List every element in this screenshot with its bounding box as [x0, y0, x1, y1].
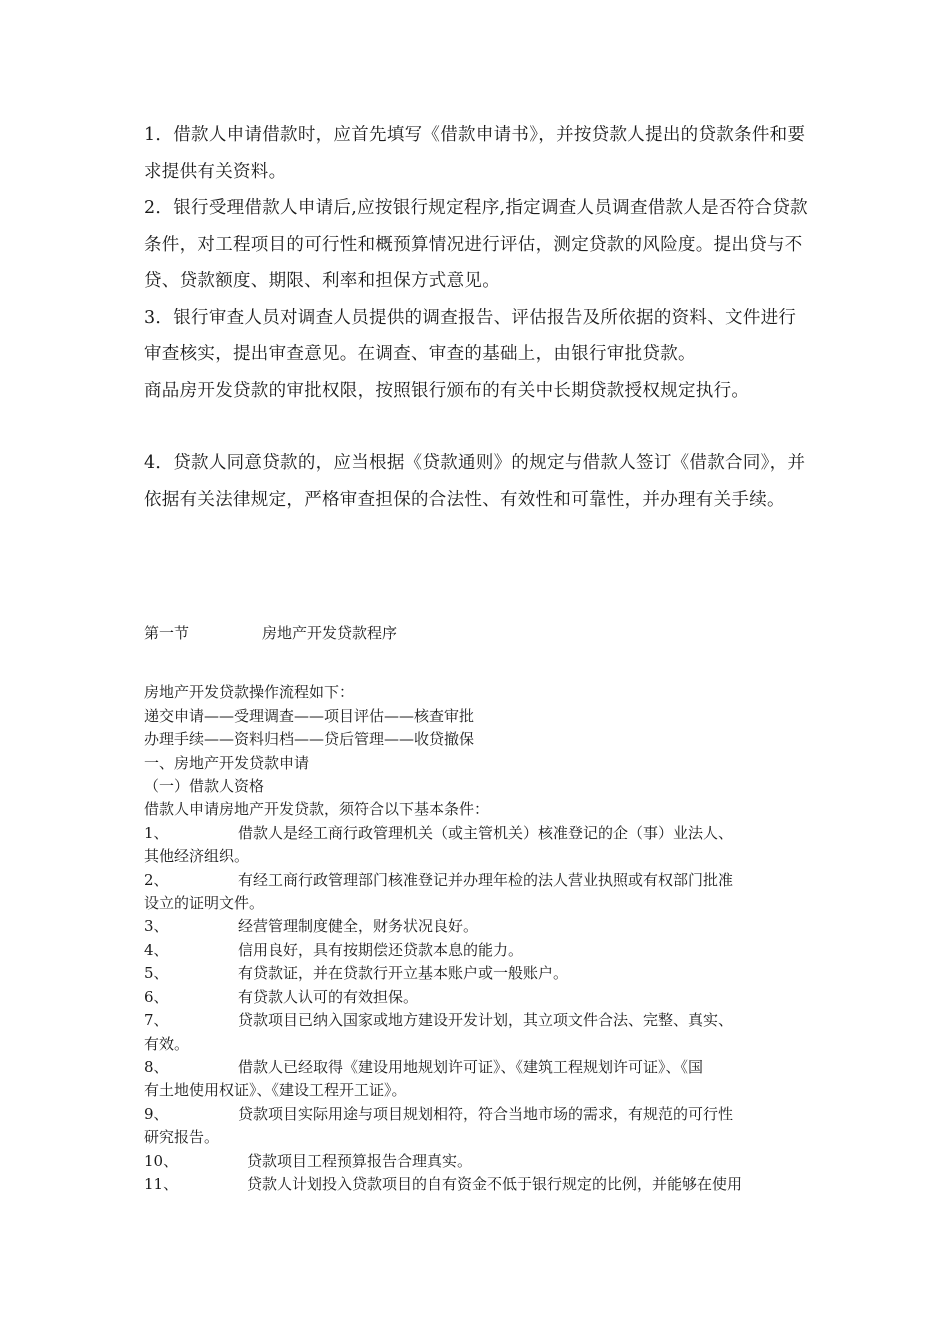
item-number: 6、 — [144, 987, 169, 1006]
item-number: 3、 — [144, 917, 169, 936]
item-number: 7、 — [144, 1011, 169, 1030]
section-title: 房地产开发贷款程序 — [262, 624, 398, 642]
item-number: 11、 — [144, 1174, 179, 1193]
list-item — [144, 915, 808, 938]
list-item — [144, 869, 808, 916]
item-number: 10、 — [144, 1151, 179, 1170]
subheading-application: 一、房地产开发贷款申请 — [144, 753, 310, 772]
flow-intro: 房地产开发贷款操作流程如下： — [144, 683, 355, 702]
list-item — [144, 962, 808, 985]
item-number: 5、 — [144, 964, 169, 983]
item-text: 借款人是经工商行政管理机关（或主管机关）核准登记的企（事）业法人、 — [238, 823, 734, 842]
subheading-qualification: （一）借款人资格 — [144, 777, 265, 796]
item-continuation: 有效。 — [144, 1034, 190, 1053]
item-text: 有贷款人认可的有效担保。 — [238, 987, 419, 1006]
item-text: 有经工商行政管理部门核准登记并办理年检的法人营业执照或有权部门批准 — [238, 870, 734, 889]
list-item — [144, 1173, 808, 1196]
section-number: 第一节 — [144, 624, 190, 642]
paragraph-4: 4．贷款人同意贷款的，应当根据《贷款通则》的规定与借款人签订《借款合同》，并依据有关法律规定，严格审查担保的合法性、有效性和可靠性，并办理有关手续。 — [144, 453, 806, 510]
list-item — [144, 822, 808, 869]
conditions-list — [144, 822, 808, 1197]
list-item — [144, 986, 808, 1009]
paragraph-2: 2．银行受理借款人申请后,应按银行规定程序,指定调查人员调查借款人是否符合贷款条件，对工程项目的可行性和概预算情况进行评估，测定贷款的风险度。提出贷与不贷、贷款额度、期限、利率和担保方式意见。 — [144, 198, 808, 291]
section-body — [144, 622, 808, 1196]
intro-section — [144, 117, 808, 518]
list-item — [144, 939, 808, 962]
item-continuation: 设立的证明文件。 — [144, 894, 265, 913]
item-text: 经营管理制度健全，财务状况良好。 — [238, 917, 479, 936]
list-item — [144, 1009, 808, 1056]
paragraph-approval: 商品房开发贷款的审批权限，按照银行颁布的有关中长期贷款授权规定执行。 — [144, 380, 750, 401]
item-continuation: 研究报告。 — [144, 1128, 220, 1147]
item-text: 贷款项目已纳入国家或地方建设开发计划，其立项文件合法、完整、真实、 — [238, 1011, 734, 1030]
item-text: 贷款人计划投入贷款项目的自有资金不低于银行规定的比例，并能够在使用 — [247, 1174, 743, 1193]
item-text: 贷款项目工程预算报告合理真实。 — [247, 1151, 473, 1170]
list-item — [144, 1150, 808, 1173]
list-item — [144, 1103, 808, 1150]
conditions-intro: 借款人申请房地产开发贷款，须符合以下基本条件： — [144, 800, 490, 819]
item-continuation: 有土地使用权证》、《建设工程开工证》。 — [144, 1081, 407, 1100]
item-text: 贷款项目实际用途与项目规划相符，符合当地市场的需求，有规范的可行性 — [238, 1104, 734, 1123]
item-number: 2、 — [144, 870, 169, 889]
spacer — [144, 409, 808, 445]
item-number: 4、 — [144, 940, 169, 959]
item-text: 有贷款证，并在贷款行开立基本账户或一般账户。 — [238, 964, 569, 983]
paragraph-3: 3．银行审查人员对调查人员提供的调查报告、评估报告及所依据的资料、文件进行审查核实，提出审查意见。在调查、审查的基础上，由银行审批贷款。 — [144, 307, 797, 364]
flow-line-1: 递交申请——受理调查——项目评估——核查审批 — [144, 706, 475, 725]
item-continuation: 其他经济组织。 — [144, 847, 250, 866]
list-item — [144, 1056, 808, 1103]
item-text: 信用良好，具有按期偿还贷款本息的能力。 — [238, 940, 524, 959]
flow-line-2: 办理手续——资料归档——贷后管理——收贷撤保 — [144, 730, 475, 749]
item-text: 借款人已经取得《建设用地规划许可证》、《建筑工程规划许可证》、《国 — [238, 1057, 704, 1076]
paragraph-1: 1．借款人申请借款时，应首先填写《借款申请书》，并按贷款人提出的贷款条件和要求提供有关资料。 — [144, 125, 806, 182]
item-number: 8、 — [144, 1057, 169, 1076]
item-number: 1、 — [144, 823, 169, 842]
section-heading — [144, 622, 808, 645]
item-number: 9、 — [144, 1104, 169, 1123]
